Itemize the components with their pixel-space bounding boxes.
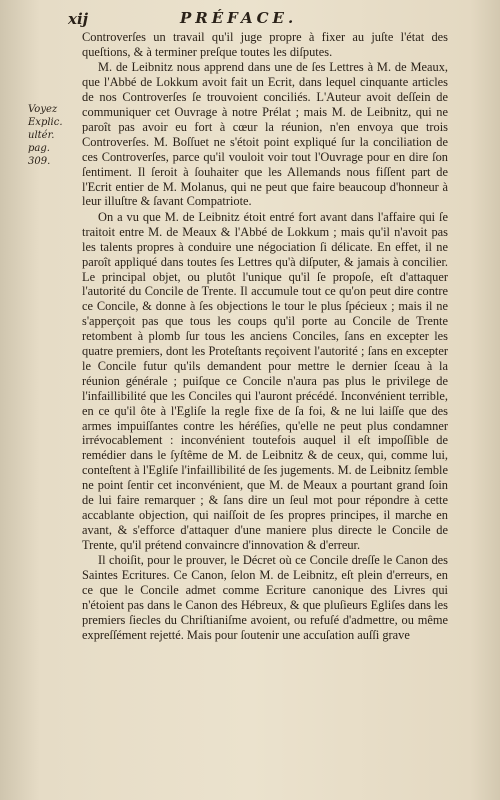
paragraph: M. de Leibnitz nous apprend dans une de ſes Lettres à M. de Meaux, que l'Abbé de Lokkum avoit fait un Ecrit, dans lequel cinquante articles de nos Controverſes ſe trouvoient conciliés. L'Auteur avoit deſſein de communiquer cet Ouvrage à notre Prélat ; mais M. de Leibnitz, qui ne paroît pas avoir eu fort à cœur la réunion, n'en envoya que trois Controverſes. M. Boſſuet ne s'étoit point expliqué ſur la conciliation de ces Controverſes, parce qu'il vouloit voir tout l'Ouvrage pour en dire ſon ſentiment. Il ſeroit à ſouhaiter que les Allemands nous fiſſent part de l'Ecrit entier de M. Molanus, qui ne peut que faire beaucoup d'honneur à leur illuſtre & ſavant Compatriote. (82, 60, 448, 209)
margin-note: Voyez Explic. ultér. pag. 309. (28, 104, 63, 167)
paragraph: Controverſes un travail qu'il juge propre à fixer au juſte l'état des queſtions, & à terminer preſque toutes les diſputes. (82, 30, 448, 59)
paragraph: Il choiſit, pour le prouver, le Décret où ce Concile dreſſe le Canon des Saintes Ecritures. Ce Canon, ſelon M. de Leibnitz, eſt plein d'erreurs, en ce que le Concile admet comme Ecriture canonique des Livres qui n'étoient pas dans le Canon des Hébreux, & que pluſieurs Egliſes dans les premiers ſiecles du Chriſtianiſme avoient, ou refuſé d'admettre, ou même expreſſément rejetté. Mais pour ſoutenir une accuſation auſſi grave (82, 553, 448, 642)
body-text (82, 30, 448, 643)
paragraph: On a vu que M. de Leibnitz étoit entré fort avant dans l'affaire qui ſe traitoit entre M. de Meaux & l'Abbé de Lokkum ; mais qu'il n'avoit pas les talents propres à conduire une négociation ſi délicate. En effet, il ne paroît appliqué dans toutes ſes Lettres qu'à diſputer, & jamais à concilier. Le principal objet, ou plutôt l'unique qu'il ſe propoſe, eſt d'attaquer l'autorité du Concile de Trente. Il accumule tout ce qu'on peut dire contre ce Concile, & donne à ſes objections le tour le plus ſpécieux ; mais il ne s'apperçoit pas que tous les coups qu'il porte au Concile de Trente retombent à plomb ſur tous les anciens Conciles, ſans en excepter les quatre premiers, dont les Proteſtants reçoivent l'autorité ; ſans en excepter le Concile futur qu'ils demandent pour mettre le dernier ſceau à la réunion générale ; puiſque ce Concile n'aura pas plus le privilege de l'infaillibilité que les Conciles qui l'auront précédé. Inconvénient terrible, en ce qu'il ôte à l'Egliſe la regle fixe de ſa foi, & ne lui laiſſe que des armes impuiſſantes contre les héréſies, qu'elle ne peut plus condamner irrévocablement : inconvénient toutefois auquel il eſt impoſſible de remédier dans le ſyſtême de M. de Leibnitz & de ceux, qui, comme lui, conteſtent à l'Egliſe l'infaillibilité de ſes jugements. M. de Leibnitz ſemble ne point ſentir cet inconvénient, que M. de Meaux a pourtant grand ſoin de lui faire remarquer ; & ſans dire un ſeul mot pour répondre à cette accablante objection, qui naiſſoit de ſes propres principes, il marche en avant, & s'efforce d'attaquer d'une maniere plus directe le Concile de Trente, qu'il prétend convaincre d'innovation & d'erreur. (82, 209, 448, 552)
page-header (68, 6, 460, 32)
page-number: xij (68, 10, 89, 28)
running-title: PRÉFACE. (180, 9, 298, 27)
